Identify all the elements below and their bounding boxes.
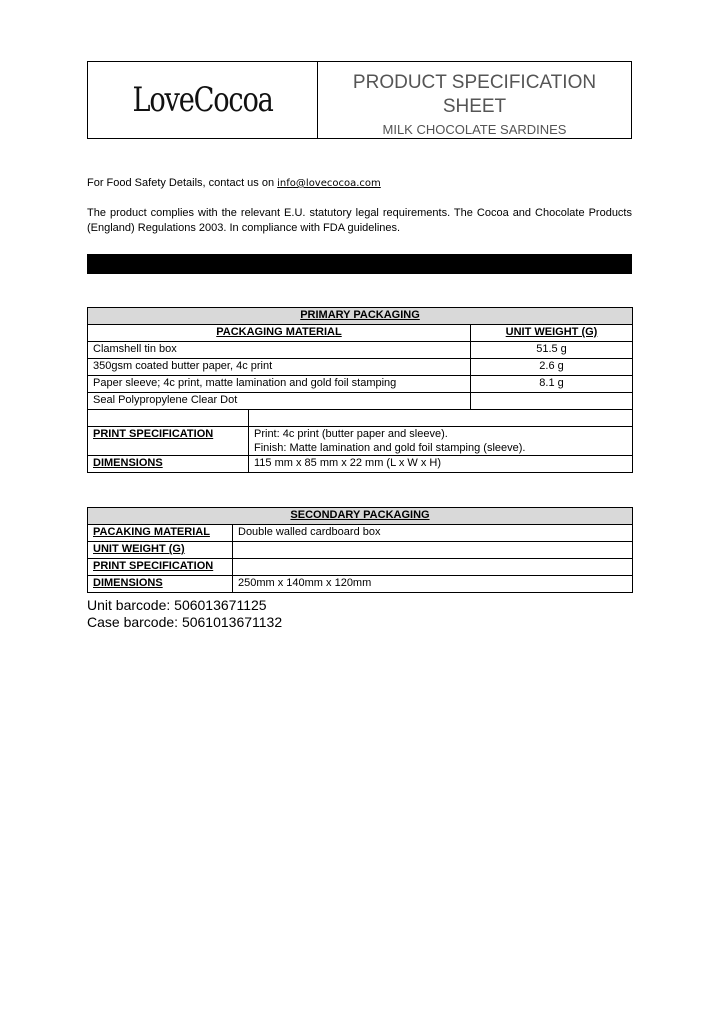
weight-cell: 8.1 g bbox=[471, 376, 633, 393]
title-cell bbox=[318, 62, 631, 138]
table-row bbox=[88, 576, 633, 593]
case-barcode: Case barcode: 5061013671132 bbox=[87, 614, 283, 630]
print-spec-value bbox=[249, 427, 633, 456]
section-divider-bar bbox=[87, 254, 632, 274]
table-header-row bbox=[88, 325, 633, 342]
print-spec-line: Print: 4c print (butter paper and sleeve). bbox=[254, 428, 448, 440]
row-value: Double walled cardboard box bbox=[233, 525, 633, 542]
finish-spec-line: Finish: Matte lamination and gold foil stamping (sleeve). bbox=[254, 442, 526, 454]
dimensions-label: DIMENSIONS bbox=[88, 456, 249, 473]
row-value: 250mm x 140mm x 120mm bbox=[233, 576, 633, 593]
table-title-row bbox=[88, 308, 633, 325]
empty-cell bbox=[88, 410, 249, 427]
contact-text: For Food Safety Details, contact us on bbox=[87, 177, 275, 189]
weight-cell: 2.6 g bbox=[471, 359, 633, 376]
empty-cell bbox=[249, 410, 633, 427]
print-spec-label: PRINT SPECIFICATION bbox=[88, 427, 249, 456]
dimensions-value: 115 mm x 85 mm x 22 mm (L x W x H) bbox=[249, 456, 633, 473]
packaging-material-header: PACKAGING MATERIAL bbox=[88, 325, 471, 342]
dimensions-row bbox=[88, 456, 633, 473]
secondary-packaging-table bbox=[87, 507, 633, 593]
brand-logo: LoveCocoa bbox=[132, 80, 273, 120]
unit-barcode: Unit barcode: 506013671125 bbox=[87, 597, 267, 613]
table-row bbox=[88, 359, 633, 376]
row-value bbox=[233, 559, 633, 576]
row-label: UNIT WEIGHT (G) bbox=[88, 542, 233, 559]
print-spec-row bbox=[88, 427, 633, 456]
row-label: PRINT SPECIFICATION bbox=[88, 559, 233, 576]
material-cell: Clamshell tin box bbox=[88, 342, 471, 359]
primary-packaging-title: PRIMARY PACKAGING bbox=[88, 308, 633, 325]
compliance-paragraph: The product complies with the relevant E.U. statutory legal requirements. The Cocoa and Chocolate Products (England) Regulations 2003. In compliance with FDA guidelines. bbox=[87, 207, 632, 234]
table-row bbox=[88, 342, 633, 359]
table-title-row bbox=[88, 508, 633, 525]
contact-email-link[interactable]: info@lovecocoa.com bbox=[277, 178, 381, 189]
row-label: PACAKING MATERIAL bbox=[88, 525, 233, 542]
row-label: DIMENSIONS bbox=[88, 576, 233, 593]
material-cell: 350gsm coated butter paper, 4c print bbox=[88, 359, 471, 376]
contact-line bbox=[87, 176, 632, 191]
product-name: MILK CHOCOLATE SARDINES bbox=[382, 122, 567, 137]
material-cell: Paper sleeve; 4c print, matte lamination and gold foil stamping bbox=[88, 376, 471, 393]
weight-cell bbox=[471, 393, 633, 410]
document-title: PRODUCT SPECIFICATION SHEET bbox=[352, 72, 597, 117]
primary-packaging-table bbox=[87, 307, 633, 473]
table-row bbox=[88, 393, 633, 410]
table-row bbox=[88, 542, 633, 559]
barcodes-block bbox=[87, 597, 282, 631]
material-cell: Seal Polypropylene Clear Dot bbox=[88, 393, 471, 410]
table-row bbox=[88, 525, 633, 542]
logo-cell bbox=[88, 62, 318, 138]
weight-cell: 51.5 g bbox=[471, 342, 633, 359]
empty-row bbox=[88, 410, 633, 427]
secondary-packaging-title: SECONDARY PACKAGING bbox=[88, 508, 633, 525]
header-box bbox=[87, 61, 632, 139]
table-row bbox=[88, 559, 633, 576]
table-row bbox=[88, 376, 633, 393]
unit-weight-header: UNIT WEIGHT (G) bbox=[471, 325, 633, 342]
row-value bbox=[233, 542, 633, 559]
